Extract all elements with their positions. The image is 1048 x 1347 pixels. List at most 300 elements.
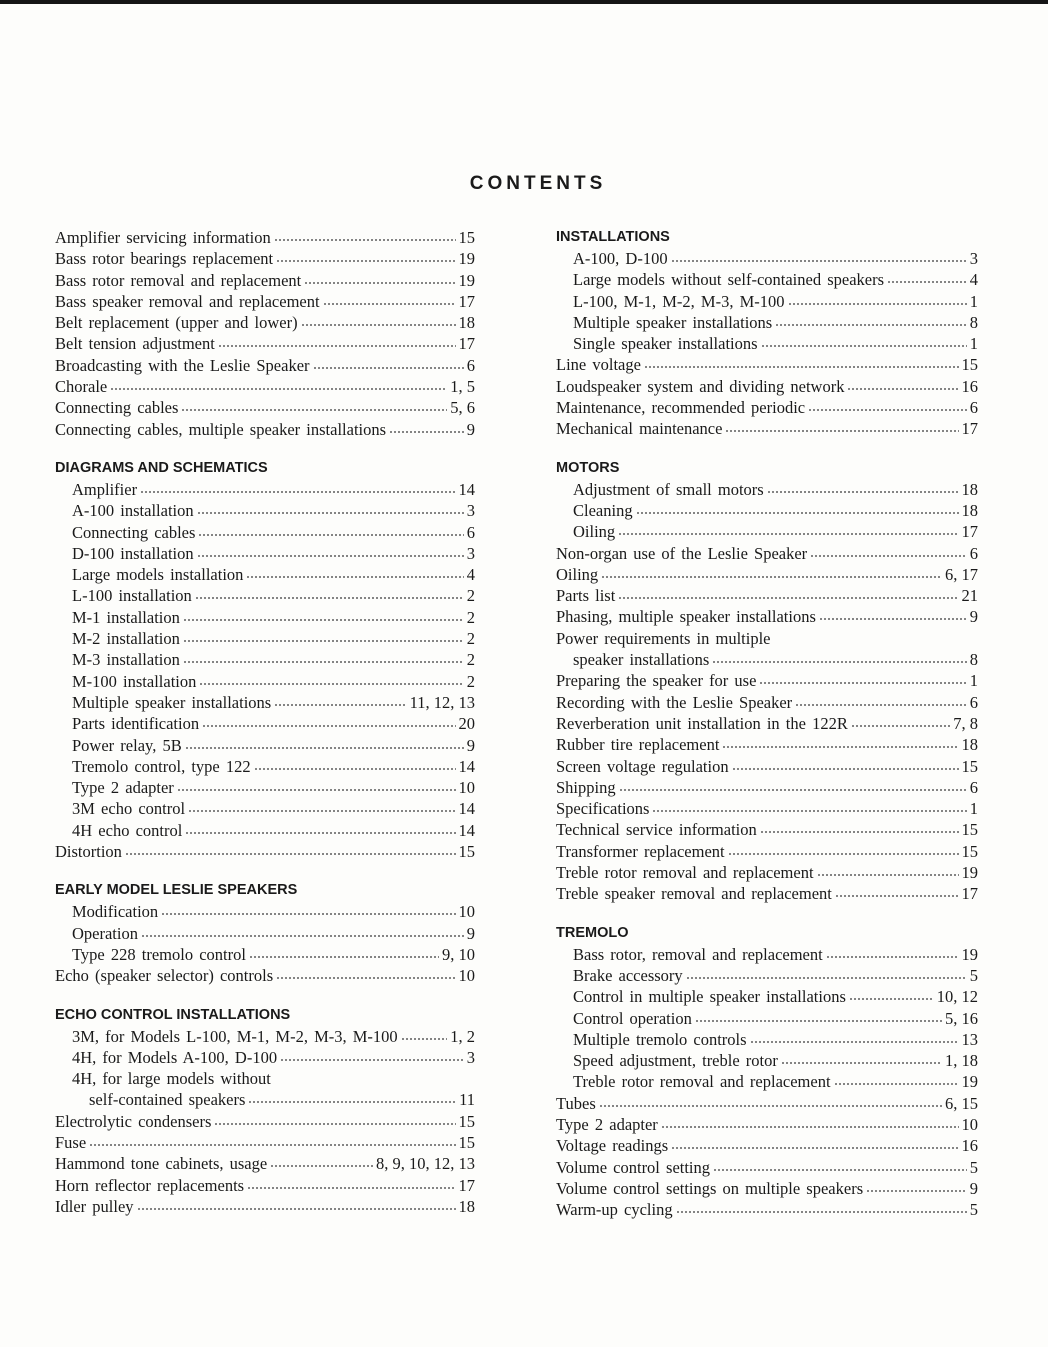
entry-topic: Maintenance, recommended periodic	[556, 398, 806, 418]
section-heading: DIAGRAMS AND SCHEMATICS	[55, 459, 268, 476]
entry-page-number: 14	[458, 479, 475, 499]
index-entry	[55, 756, 475, 777]
section-heading: ECHO CONTROL INSTALLATIONS	[55, 1006, 291, 1023]
entry-page-number: 17	[961, 884, 978, 904]
entry-page-number: 6	[466, 522, 475, 542]
contents-right-column	[556, 227, 978, 1238]
entry-topic: Mechanical maintenance	[556, 419, 723, 439]
index-entry	[556, 734, 978, 755]
dot-leader	[183, 618, 464, 623]
index-entry	[556, 521, 978, 542]
page-title: CONTENTS	[469, 173, 607, 194]
dot-leader	[276, 976, 455, 981]
entry-topic: Tremolo control, type 122	[72, 756, 251, 776]
entry-topic: Bass rotor, removal and replacement	[573, 944, 823, 964]
entry-page-number: 1, 5	[450, 377, 475, 397]
entry-page-number: 16	[961, 1136, 978, 1156]
dot-leader	[177, 788, 456, 793]
entry-page-number: 5	[969, 965, 978, 985]
entry-page-number: 9	[969, 1178, 978, 1198]
entry-page-number: 17	[961, 419, 978, 439]
entry-page-number: 19	[961, 863, 978, 883]
index-entry	[556, 312, 978, 333]
entry-topic: L-100 installation	[72, 586, 192, 606]
index-entry	[556, 1178, 978, 1199]
index-entry	[55, 607, 475, 628]
index-entry	[55, 649, 475, 670]
entry-topic: Screen voltage regulation	[556, 756, 729, 776]
entry-topic: Treble speaker removal and replacement	[556, 884, 832, 904]
index-entry	[55, 923, 475, 944]
entry-page-number: 1	[969, 799, 978, 819]
entry-topic: Reverberation unit installation in the 122R	[556, 713, 848, 733]
entry-topic: Phasing, multiple speaker installations	[556, 607, 816, 627]
entry-topic: Fuse	[55, 1132, 87, 1152]
entry-topic: Technical service information	[556, 820, 757, 840]
index-entry	[556, 1093, 978, 1114]
index-entry	[556, 1008, 978, 1029]
index-entry	[556, 1029, 978, 1050]
dot-leader	[197, 554, 464, 559]
entry-page-number: 10	[458, 902, 475, 922]
index-entry	[55, 798, 475, 819]
index-entry	[55, 841, 475, 862]
entry-page-number: 1	[969, 671, 978, 691]
dot-leader	[695, 1019, 942, 1024]
entry-page-number: 9	[969, 607, 978, 627]
dot-leader	[817, 873, 959, 878]
entry-topic: self-contained speakers	[89, 1090, 246, 1110]
entry-page-number: 13	[961, 1029, 978, 1049]
entry-topic: Connecting cables	[55, 398, 179, 418]
entry-topic: Distortion	[55, 842, 122, 862]
entry-page-number: 18	[961, 500, 978, 520]
index-entry	[55, 1026, 475, 1047]
entry-topic: Hammond tone cabinets, usage	[55, 1154, 268, 1174]
dot-leader	[795, 703, 967, 708]
entry-topic: 3M, for Models L-100, M-1, M-2, M-3, M-100	[72, 1026, 398, 1046]
index-entry	[55, 1089, 475, 1110]
entry-page-number: 6, 15	[945, 1093, 978, 1113]
index-entry	[55, 522, 475, 543]
entry-topic: Line voltage	[556, 355, 641, 375]
dot-leader	[834, 1082, 959, 1087]
index-entry	[55, 713, 475, 734]
dot-leader	[661, 1125, 959, 1130]
index-entry	[556, 819, 978, 840]
entry-page-number: 15	[961, 355, 978, 375]
entry-page-number: 3	[466, 1047, 475, 1067]
contents-left-column	[55, 227, 475, 1235]
dot-leader	[401, 1037, 448, 1042]
entry-topic: Operation	[72, 923, 138, 943]
entry-page-number: 5, 6	[450, 398, 475, 418]
dot-leader	[671, 1146, 958, 1151]
entry-topic: Recording with the Leslie Speaker	[556, 692, 793, 712]
index-entry	[556, 543, 978, 564]
index-entry	[55, 965, 475, 986]
entry-page-number: 8	[969, 312, 978, 332]
entry-topic: Shipping	[556, 777, 616, 797]
index-entry	[556, 248, 978, 269]
entry-page-number: 2	[466, 671, 475, 691]
index-entry	[556, 564, 978, 585]
entry-page-number: 6, 17	[945, 564, 978, 584]
dot-leader	[750, 1040, 959, 1045]
entry-page-number: 10, 12	[936, 987, 978, 1007]
entry-page-number: 2	[466, 586, 475, 606]
index-entry	[556, 713, 978, 734]
dot-leader	[686, 976, 967, 981]
entry-topic: Warm-up cycling	[556, 1200, 673, 1220]
dot-leader	[280, 1058, 464, 1063]
entry-page-number: 15	[458, 228, 475, 247]
dot-leader	[161, 912, 455, 917]
dot-leader	[274, 703, 406, 708]
index-entry	[55, 333, 475, 354]
dot-leader	[183, 639, 464, 644]
entry-page-number: 1, 18	[945, 1051, 978, 1071]
entry-topic: Multiple tremolo controls	[573, 1029, 747, 1049]
index-entry	[556, 1114, 978, 1135]
contents-section	[55, 227, 475, 440]
entry-topic: Multiple speaker installations	[72, 692, 272, 712]
entry-topic: M-2 installation	[72, 629, 180, 649]
dot-leader	[671, 259, 967, 264]
index-entry	[556, 670, 978, 691]
dot-leader	[301, 323, 456, 328]
dot-leader	[722, 745, 958, 750]
dot-leader	[728, 852, 959, 857]
entry-page-number: 10	[961, 1114, 978, 1134]
entry-page-number: 18	[961, 735, 978, 755]
index-entry	[556, 1050, 978, 1071]
entry-topic: A-100 installation	[72, 501, 194, 521]
dot-leader	[183, 660, 464, 665]
entry-page-number: 8, 9, 10, 12, 13	[376, 1154, 475, 1174]
dot-leader	[249, 955, 439, 960]
entry-topic: M-1 installation	[72, 607, 180, 627]
dot-leader	[195, 596, 464, 601]
entry-page-number: 1	[969, 291, 978, 311]
entry-page-number: 11, 12, 13	[409, 692, 475, 712]
entry-topic: Speed adjustment, treble rotor	[573, 1051, 778, 1071]
entry-page-number: 14	[458, 799, 475, 819]
entry-page-number: 5	[969, 1157, 978, 1177]
dot-leader	[781, 1061, 942, 1066]
entry-page-number: 4	[466, 565, 475, 585]
index-entry	[556, 965, 978, 986]
index-entry	[55, 479, 475, 500]
index-entry	[55, 248, 475, 269]
entry-topic: Specifications	[556, 799, 650, 819]
entry-page-number: 9, 10	[442, 944, 475, 964]
entry-topic: Horn reflector replacements	[55, 1175, 245, 1195]
index-entry	[55, 227, 475, 248]
entry-page-number: 6	[969, 692, 978, 712]
entry-topic: 3M echo control	[72, 799, 186, 819]
entry-page-number: 5	[969, 1200, 978, 1220]
dot-leader	[644, 365, 959, 370]
index-entry	[55, 1196, 475, 1217]
entry-topic: Belt tension adjustment	[55, 334, 215, 354]
entry-page-number: 9	[466, 419, 475, 439]
index-entry	[556, 841, 978, 862]
entry-page-number: 2	[466, 629, 475, 649]
entry-page-number: 10	[458, 778, 475, 798]
entry-topic: Treble rotor removal and replacement	[556, 863, 814, 883]
entry-topic: Large models installation	[72, 565, 244, 585]
entry-page-number: 20	[458, 714, 475, 734]
entry-topic: M-3 installation	[72, 650, 180, 670]
index-entry	[55, 901, 475, 922]
index-entry	[55, 1111, 475, 1132]
entry-topic: Amplifier servicing information	[55, 228, 271, 247]
index-entry	[55, 397, 475, 418]
entry-page-number: 7, 8	[953, 713, 978, 733]
dot-leader	[835, 894, 959, 899]
dot-leader	[125, 852, 456, 857]
entry-page-number: 15	[961, 841, 978, 861]
dot-leader	[141, 934, 464, 939]
entry-page-number: 9	[466, 735, 475, 755]
entry-topic: Power relay, 5B	[72, 735, 182, 755]
entry-page-number: 15	[458, 1111, 475, 1131]
entry-page-number: 2	[466, 607, 475, 627]
dot-leader	[270, 1164, 373, 1169]
dot-leader	[185, 746, 464, 751]
entry-page-number: 1	[969, 334, 978, 354]
dot-leader	[619, 788, 967, 793]
index-entry	[556, 986, 978, 1007]
entry-page-number: 15	[458, 1132, 475, 1152]
entry-page-number: 4	[969, 270, 978, 290]
entry-topic: speaker installations	[573, 650, 710, 670]
dot-leader	[759, 681, 966, 686]
entry-page-number: 15	[961, 756, 978, 776]
entry-topic: Chorale	[55, 377, 108, 397]
entry-topic: Bass speaker removal and replacement	[55, 291, 320, 311]
entry-page-number: 3	[466, 543, 475, 563]
section-heading: EARLY MODEL LESLIE SPEAKERS	[55, 882, 298, 899]
dot-leader	[712, 660, 966, 665]
contents-section	[55, 1005, 475, 1218]
entry-page-number: 11	[459, 1090, 475, 1110]
index-entry	[556, 944, 978, 965]
dot-leader	[851, 724, 950, 729]
dot-leader	[819, 617, 967, 622]
entry-topic: Belt replacement (upper and lower)	[55, 313, 298, 333]
entry-topic: Modification	[72, 902, 159, 922]
entry-page-number: 9	[466, 923, 475, 943]
dot-leader	[866, 1189, 967, 1194]
dot-leader	[767, 490, 959, 495]
entry-topic: Adjustment of small motors	[573, 479, 764, 499]
index-entry	[556, 376, 978, 397]
index-entry	[556, 1135, 978, 1156]
index-entry	[55, 777, 475, 798]
entry-topic: Oiling	[573, 522, 616, 542]
index-entry	[55, 376, 475, 397]
entry-topic: Treble rotor removal and replacement	[573, 1072, 831, 1092]
index-entry	[556, 500, 978, 521]
index-entry	[556, 777, 978, 798]
index-entry	[556, 606, 978, 627]
entry-topic: A-100, D-100	[573, 249, 668, 268]
index-entry	[556, 1157, 978, 1178]
dot-leader	[214, 1122, 455, 1127]
entry-topic: Broadcasting with the Leslie Speaker	[55, 355, 310, 375]
index-entry	[55, 585, 475, 606]
index-entry	[556, 1071, 978, 1092]
entry-topic: L-100, M-1, M-2, M-3, M-100	[573, 291, 785, 311]
index-entry	[556, 269, 978, 290]
entry-topic: Single speaker installations	[573, 334, 758, 354]
entry-topic: Volume control settings on multiple speakers	[556, 1178, 864, 1198]
entry-topic: Echo (speaker selector) controls	[55, 966, 274, 986]
index-entry	[55, 1047, 475, 1068]
index-entry	[556, 291, 978, 312]
dot-leader	[713, 1168, 967, 1173]
index-entry	[556, 862, 978, 883]
entry-topic: Parts identification	[72, 714, 200, 734]
entry-page-number: 18	[458, 313, 475, 333]
index-entry	[55, 291, 475, 312]
index-entry	[55, 543, 475, 564]
dot-leader	[389, 430, 464, 435]
dot-leader	[601, 575, 942, 580]
index-entry	[556, 692, 978, 713]
dot-leader	[137, 1207, 456, 1212]
dot-leader	[826, 955, 959, 960]
index-entry	[556, 756, 978, 777]
entry-topic: Electrolytic condensers	[55, 1111, 212, 1131]
index-entry	[55, 1068, 475, 1089]
dot-leader	[599, 1104, 942, 1109]
entry-topic: 4H, for Models A-100, D-100	[72, 1047, 278, 1067]
entry-topic: Voltage readings	[556, 1136, 669, 1156]
entry-page-number: 19	[961, 1072, 978, 1092]
contents-section	[556, 458, 978, 905]
dot-leader	[274, 238, 456, 243]
dot-leader	[618, 596, 958, 601]
dot-leader	[110, 387, 447, 392]
entry-topic: Control in multiple speaker installations	[573, 987, 846, 1007]
index-entry	[556, 585, 978, 606]
index-entry	[556, 354, 978, 375]
entry-topic: Tubes	[556, 1093, 596, 1113]
entry-topic: M-100 installation	[72, 671, 197, 691]
entry-topic: 4H echo control	[72, 820, 183, 840]
entry-topic: D-100 installation	[72, 543, 194, 563]
entry-topic: Idler pulley	[55, 1196, 134, 1216]
entry-page-number: 19	[961, 944, 978, 964]
dot-leader	[810, 554, 967, 559]
entry-page-number: 6	[969, 777, 978, 797]
dot-leader	[218, 344, 456, 349]
index-entry	[556, 418, 978, 439]
entry-topic: Non-organ use of the Leslie Speaker	[556, 543, 808, 563]
entry-topic: Loudspeaker system and dividing network	[556, 376, 845, 396]
entry-topic: Multiple speaker installations	[573, 312, 773, 332]
contents-section	[55, 880, 475, 986]
entry-page-number: 3	[969, 249, 978, 268]
dot-leader	[313, 366, 464, 371]
index-entry	[55, 419, 475, 440]
entry-topic: Rubber tire replacement	[556, 735, 720, 755]
entry-page-number: 6	[466, 355, 475, 375]
dot-leader	[618, 532, 958, 537]
dot-leader	[732, 767, 959, 772]
index-entry	[556, 479, 978, 500]
index-entry	[55, 270, 475, 291]
index-entry	[55, 944, 475, 965]
index-entry	[556, 649, 978, 670]
entry-topic: 4H, for large models without	[72, 1069, 271, 1089]
entry-topic: Connecting cables	[72, 522, 196, 542]
index-entry	[55, 312, 475, 333]
index-entry	[556, 397, 978, 418]
entry-page-number: 14	[458, 756, 475, 776]
entry-topic: Cleaning	[573, 500, 633, 520]
contents-section	[55, 458, 475, 862]
dot-leader	[761, 344, 967, 349]
dot-leader	[652, 809, 966, 814]
entry-topic: Type 2 adapter	[72, 778, 174, 798]
entry-page-number: 21	[961, 586, 978, 606]
entry-page-number: 19	[458, 270, 475, 290]
entry-page-number: 15	[458, 842, 475, 862]
entry-topic: Transformer replacement	[556, 841, 725, 861]
entry-page-number: 16	[961, 376, 978, 396]
dot-leader	[185, 831, 455, 836]
index-entry	[55, 735, 475, 756]
entry-topic: Parts list	[556, 586, 616, 606]
entry-page-number: 14	[458, 820, 475, 840]
dot-leader	[775, 323, 967, 328]
dot-leader	[847, 387, 958, 392]
index-entry	[556, 1199, 978, 1220]
contents-section	[556, 227, 978, 440]
section-heading: MOTORS	[556, 459, 620, 476]
entry-topic: Preparing the speaker for use	[556, 671, 757, 691]
dot-leader	[323, 302, 456, 307]
entry-topic: Bass rotor removal and replacement	[55, 270, 302, 290]
index-entry	[55, 628, 475, 649]
dot-leader	[188, 809, 455, 814]
section-heading: INSTALLATIONS	[556, 229, 670, 245]
entry-page-number: 15	[961, 820, 978, 840]
section-heading: TREMOLO	[556, 924, 629, 941]
entry-topic: Connecting cables, multiple speaker installations	[55, 419, 387, 439]
dot-leader	[197, 511, 464, 516]
entry-page-number: 1, 2	[450, 1026, 475, 1046]
index-entry	[55, 355, 475, 376]
dot-leader	[254, 767, 456, 772]
entry-topic: Bass rotor bearings replacement	[55, 249, 274, 269]
dot-leader	[199, 682, 463, 687]
entry-topic: Volume control setting	[556, 1157, 711, 1177]
entry-topic: Type 228 tremolo control	[72, 944, 246, 964]
dot-leader	[636, 511, 959, 516]
entry-topic: Type 2 adapter	[556, 1114, 658, 1134]
entry-page-number: 6	[969, 543, 978, 563]
dot-leader	[887, 280, 967, 285]
index-entry	[55, 692, 475, 713]
entry-page-number: 2	[466, 650, 475, 670]
entry-topic: Power requirements in multiple	[556, 628, 771, 648]
entry-page-number: 18	[458, 1196, 475, 1216]
